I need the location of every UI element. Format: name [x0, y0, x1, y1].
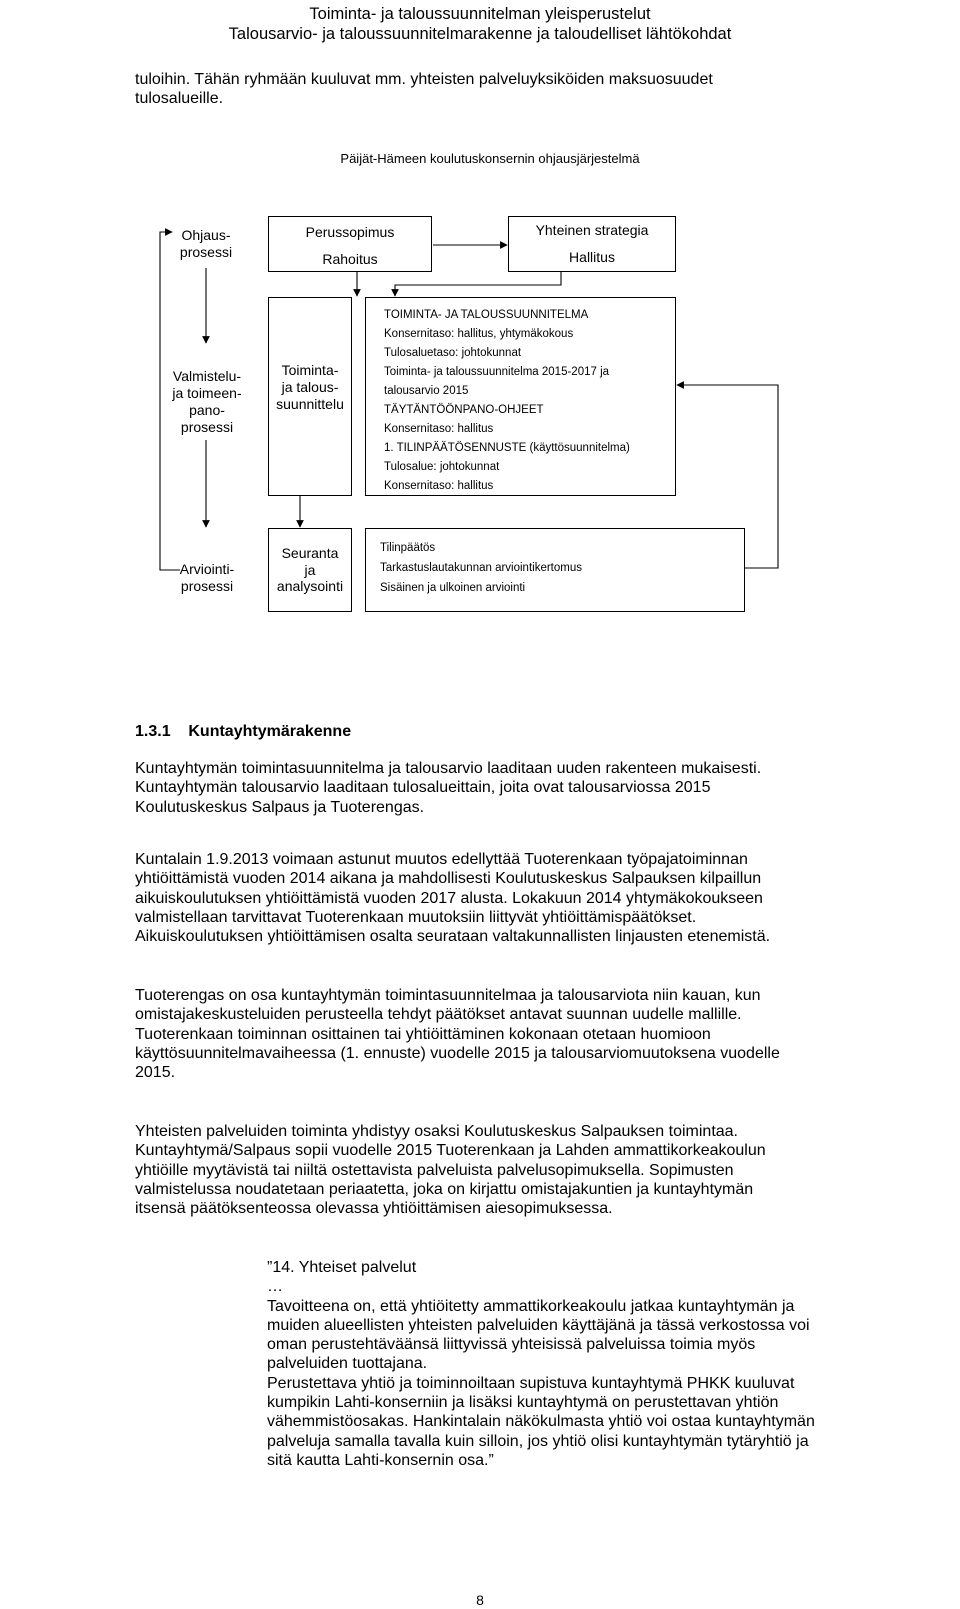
text-line: Konsernitaso: hallitus — [384, 480, 494, 492]
text-line: omistajakeskusteluiden perusteella tehdyt päätökset antavat suunnan uudelle mallille. — [135, 1006, 742, 1024]
paragraph-4 — [135, 1122, 935, 1218]
text-line: Konsernitaso: hallitus, yhtymäkokous — [384, 328, 574, 340]
page-number: 8 — [476, 1592, 484, 1608]
text-line: palveluiden tuottajana. — [267, 1355, 428, 1373]
section-title: Kuntayhtymärakenne — [188, 723, 352, 740]
text-line: ”14. Yhteiset palvelut — [267, 1259, 417, 1276]
text-line: Sisäinen ja ulkoinen arviointi — [380, 582, 526, 594]
valmisteluprosessi-label — [168, 368, 246, 436]
text-line: palveluja samalla tavalla kuin silloin, jos yhtiö olisi kuntayhtymän tytäryhtiö ja — [267, 1432, 809, 1450]
text-line: Tulosaluetaso: johtokunnat — [384, 347, 522, 359]
section-heading — [135, 723, 351, 741]
text-line: sitä kautta Lahti-konsernin osa.” — [267, 1451, 494, 1469]
text-line: itsensä päätöksenteossa olevassa yhtiöittämisen aiesopimuksessa. — [135, 1200, 613, 1218]
text-line: pano- — [189, 402, 225, 418]
text-line: Kuntayhtymä/Salpaus sopii vuodelle 2015 Tuoterenkaan ja Lahden ammattikorkeakoulun — [135, 1142, 766, 1160]
text-line: prosessi — [180, 578, 234, 594]
text-line: Ohjaus- — [181, 227, 231, 243]
text-line: … — [267, 1278, 283, 1296]
text-line: analysointi — [276, 578, 344, 594]
text-line: yhtiöille myytävistä tai niiltä ostettavista palveluista palvelusopimuksella. Sopimusten — [135, 1161, 734, 1179]
text-line: prosessi — [179, 244, 233, 260]
text-line: Aikuiskoulutuksen yhtiöittämisen osalta seurataan valtakunnallisten linjausten etenemistä. — [135, 928, 771, 946]
hallitus-label: Hallitus — [569, 249, 615, 265]
text-line: TOIMINTA- JA TALOUSSUUNNITELMA — [384, 309, 589, 321]
tts-label — [269, 362, 351, 413]
text-line: Toiminta- — [281, 362, 339, 378]
arviointiprosessi-label — [170, 561, 244, 595]
text-line: ja talous- — [281, 379, 339, 395]
text-line: Arviointi- — [179, 561, 235, 577]
header-title-line-2: Talousarvio- ja taloussuunnitelmarakenne ja taloudelliset lähtökohdat — [228, 25, 732, 43]
text-line: Tulosalue: johtokunnat — [384, 461, 500, 473]
section-number: 1.3.1 — [135, 723, 171, 740]
strategy-box — [508, 216, 676, 272]
text-line: tuloihin. Tähän ryhmään kuuluvat mm. yhteisten palveluyksiköiden maksuosuudet — [135, 71, 713, 88]
text-line: valmistelussa noudatetaan periaatetta, joka on kirjattu omistajakuntien ja kuntayhtymän — [135, 1180, 754, 1198]
perussopimus-label: Perussopimus — [305, 224, 395, 240]
text-line: vähemmistöosakas. Hankintalain näkökulmasta yhtiö voi ostaa kuntayhtymän — [267, 1413, 815, 1431]
text-line: kumpikin Lahti-konserniin ja lisäksi kuntayhtymä on perustettavan yhtiön — [267, 1394, 779, 1412]
perussopimus-box — [268, 216, 432, 272]
paragraph-1 — [135, 759, 935, 817]
text-line: oman perustehtäväänsä liittyvissä yhteisissä palveluissa toimia myös — [267, 1336, 756, 1354]
text-line: TÄYTÄNTÖÖNPANO-OHJEET — [384, 404, 544, 416]
text-line: Perustettava yhtiö ja toiminnoiltaan supistuva kuntayhtymä PHKK kuuluvat — [267, 1374, 795, 1392]
header-title-line-1: Toiminta- ja taloussuunnitelman yleisperustelut — [309, 5, 651, 23]
evaluation-lines — [380, 538, 582, 598]
plan-box — [365, 297, 676, 496]
text-line: tulosalueille. — [135, 90, 224, 108]
text-line: talousarvio 2015 — [384, 385, 469, 397]
text-line: Kuntalain 1.9.2013 voimaan astunut muutos edellyttää Tuoterenkaan työpajatoiminnan — [135, 851, 748, 868]
text-line: käyttösuunnitelmavaiheessa (1. ennuste) vuodelle 2015 ja talousarviomuutoksena vuodelle — [135, 1044, 780, 1062]
text-line: Kuntayhtymän toimintasuunnitelma ja talousarvio laaditaan uuden rakenteen mukaisesti. — [135, 760, 762, 777]
text-line: Tilinpäätös — [380, 542, 436, 554]
text-line: aikuiskoulutuksen yhtiöittämistä vuoden 2017 alusta. Lokakuun 2014 yhtymäkokoukseen — [135, 889, 763, 907]
text-line: Tavoitteena on, että yhtiöitetty ammattikorkeakoulu jatkaa kuntayhtymän ja — [267, 1297, 795, 1315]
text-line: Tuoterenkaan toiminnan osittainen tai yhtiöittäminen kokonaan otetaan huomioon — [135, 1025, 711, 1043]
paragraph-3 — [135, 986, 935, 1082]
text-line: Toiminta- ja taloussuunnitelma 2015-2017 ja — [384, 366, 610, 378]
ohjausprosessi-label — [170, 227, 242, 261]
text-line: Seuranta — [281, 545, 339, 561]
text-line: Valmistelu- — [172, 368, 242, 384]
text-line: valmistellaan tarvittavat Tuoterenkaan muutoksiin liittyvät yhtiöittämispäätökset. — [135, 908, 697, 926]
paragraph-2 — [135, 850, 935, 946]
seuranta-box — [268, 528, 352, 612]
text-line: Yhteisten palveluiden toiminta yhdistyy osaksi Koulutuskeskus Salpauksen toimintaa. — [135, 1123, 738, 1140]
seuranta-label — [269, 545, 351, 595]
text-line: 1. TILINPÄÄTÖSENNUSTE (käyttösuunnitelma) — [384, 442, 630, 454]
text-line: ja — [304, 561, 316, 578]
text-line: yhtiöittämistä vuoden 2014 aikana ja mahdollisesti Koulutuskeskus Salpauksen kilpaillun — [135, 870, 762, 888]
arrow-strategy-to-plan — [395, 272, 561, 296]
text-line: Kuntayhtymän talousarvio laaditaan tulosalueittain, joita ovat talousarviossa 2015 — [135, 779, 711, 797]
text-line: Tuoterengas on osa kuntayhtymän toimintasuunnitelmaa ja talousarviota niin kauan, kun — [135, 987, 761, 1004]
tts-box — [268, 297, 352, 496]
text-line: Tarkastuslautakunnan arviointikertomus — [380, 562, 582, 574]
text-line: prosessi — [180, 419, 234, 435]
rahoitus-label: Rahoitus — [322, 251, 378, 267]
text-line: Konsernitaso: hallitus — [384, 423, 494, 435]
text-line: Koulutuskeskus Salpaus ja Tuoterengas. — [135, 798, 425, 816]
text-line: ja toimeen- — [172, 385, 242, 401]
diagram-title: Päijät-Hämeen koulutuskonsernin ohjausjärjestelmä — [340, 151, 640, 166]
strategy-label: Yhteinen strategia — [535, 222, 649, 238]
evaluation-box — [365, 528, 745, 612]
text-line: suunnittelu — [276, 396, 344, 412]
plan-lines — [384, 306, 630, 496]
text-line: 2015. — [135, 1064, 176, 1082]
quoted-block — [267, 1258, 947, 1470]
text-line: muiden alueellisten yhteisten palveluiden käyttäjänä ja tässä verkostossa voi — [267, 1316, 810, 1334]
